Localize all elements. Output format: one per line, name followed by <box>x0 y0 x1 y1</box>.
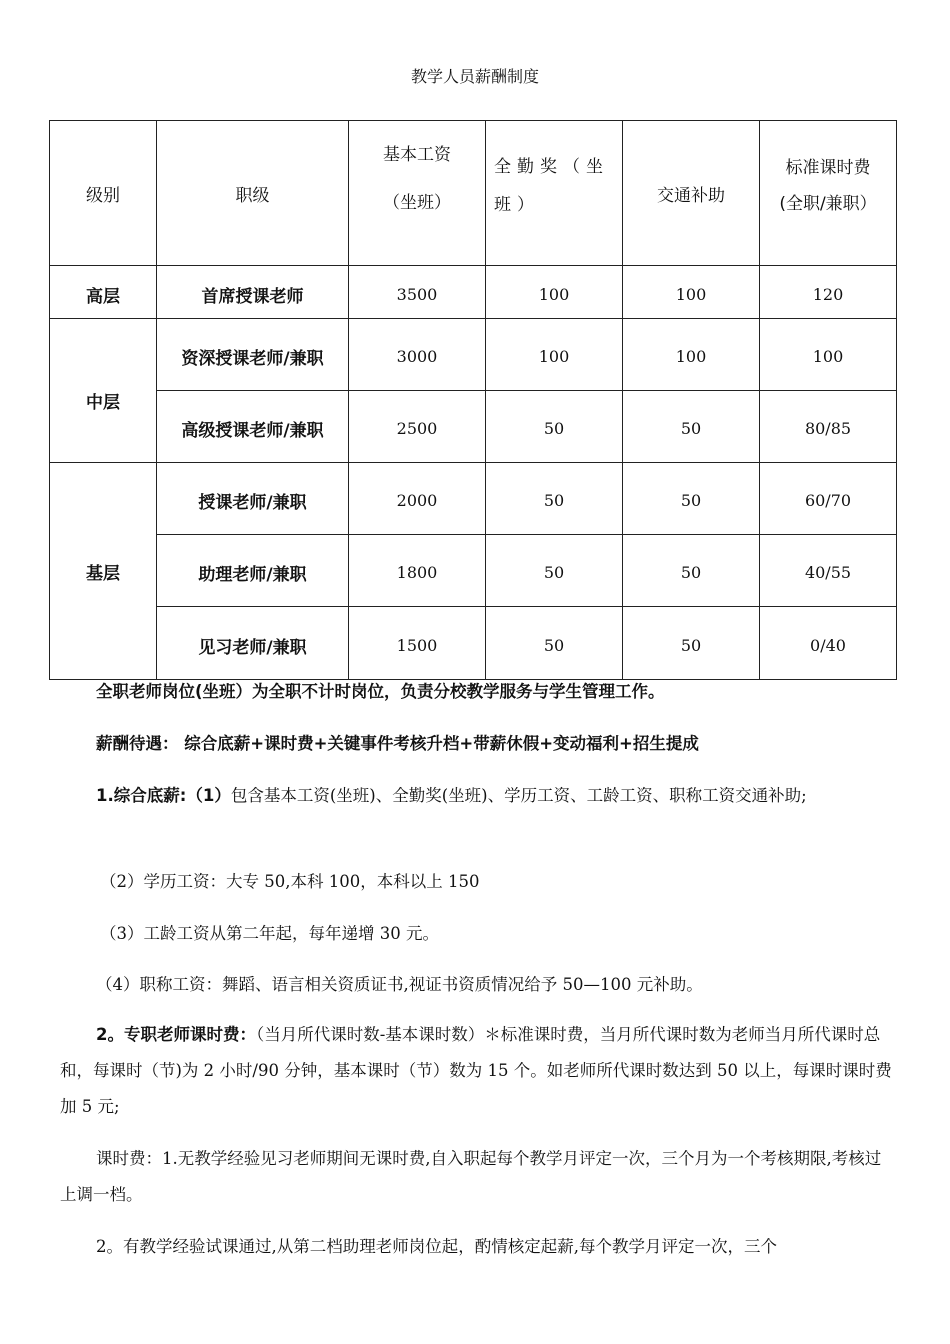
paragraph-seniority-wage: （3）工龄工资从第二年起，每年递增 30 元。 <box>100 924 439 943</box>
paragraph-course-fee-rule-1: 课时费：1.无教学经验见习老师期间无课时费,自入职起每个教学月评定一次，三个月为一个考核期限,考核过上调一档。 <box>60 1149 882 1204</box>
paragraph-fulltime-position: 全职老师岗位(坐班）为全职不计时岗位，负责分校教学服务与学生管理工作。 <box>96 682 665 701</box>
transport-cell: 50 <box>623 607 760 680</box>
attendance-cell: 50 <box>486 463 623 535</box>
std-fee-cell: 40/55 <box>760 535 897 607</box>
std-fee-cell: 80/85 <box>760 391 897 463</box>
paragraph-compensation: 薪酬待遇： 综合底薪+课时费+关键事件考核升档+带薪休假+变动福利+招生提成 <box>96 734 699 753</box>
table-row <box>50 319 897 391</box>
basic-cell: 1500 <box>349 607 486 680</box>
transport-cell: 50 <box>623 391 760 463</box>
rank-cell: 资深授课老师/兼职 <box>157 319 349 391</box>
paragraph-course-fee-rule-2: 2。有教学经验试课通过,从第二档助理老师岗位起，酌情核定起薪,每个教学月评定一次，三个 <box>96 1237 777 1256</box>
header-level: 级别 <box>50 121 157 266</box>
salary-table <box>49 120 897 680</box>
header-transport: 交通补助 <box>623 121 760 266</box>
paragraph-title-wage: （4）职称工资：舞蹈、语言相关资质证书,视证书资质情况给予 50—100 元补助。 <box>96 975 703 994</box>
table-row <box>50 463 897 535</box>
document-title: 教学人员薪酬制度 <box>410 67 539 86</box>
table-row <box>50 535 897 607</box>
std-fee-cell: 0/40 <box>760 607 897 680</box>
basic-cell: 2500 <box>349 391 486 463</box>
rank-cell: 授课老师/兼职 <box>157 463 349 535</box>
std-fee-cell: 60/70 <box>760 463 897 535</box>
rank-cell: 见习老师/兼职 <box>157 607 349 680</box>
rank-cell: 高级授课老师/兼职 <box>157 391 349 463</box>
attendance-cell: 50 <box>486 535 623 607</box>
base-salary-text: 包含基本工资(坐班)、全勤奖(坐班)、学历工资、工龄工资、职称工资交通补助; <box>230 786 807 805</box>
basic-cell: 3000 <box>349 319 486 391</box>
level-cell: 基层 <box>50 463 157 680</box>
paragraph-education-wage: （2）学历工资：大专 50,本科 100，本科以上 150 <box>100 872 480 891</box>
table-row <box>50 607 897 680</box>
rank-cell: 首席授课老师 <box>157 266 349 319</box>
transport-cell: 100 <box>623 266 760 319</box>
level-cell: 高层 <box>50 266 157 319</box>
rank-cell: 助理老师/兼职 <box>157 535 349 607</box>
table-row <box>50 266 897 319</box>
basic-cell: 1800 <box>349 535 486 607</box>
table-row <box>50 391 897 463</box>
paragraph-course-fee <box>60 1017 896 1125</box>
header-standard-fee: 标准课时费 (全职/兼职） <box>760 121 897 266</box>
course-fee-heading: 2。专职老师课时费： <box>96 1025 256 1044</box>
base-salary-heading: 1.综合底薪:（1） <box>96 786 231 805</box>
attendance-cell: 50 <box>486 607 623 680</box>
paragraph-base-salary <box>60 778 896 814</box>
level-cell: 中层 <box>50 319 157 463</box>
header-attendance-bonus: 全勤奖（坐 班） <box>486 121 623 266</box>
header-basic-salary: 基本工资 （坐班） <box>349 121 486 266</box>
table-header-row <box>50 121 897 266</box>
transport-cell: 50 <box>623 463 760 535</box>
attendance-cell: 100 <box>486 319 623 391</box>
transport-cell: 50 <box>623 535 760 607</box>
std-fee-cell: 120 <box>760 266 897 319</box>
header-rank: 职级 <box>157 121 349 266</box>
attendance-cell: 50 <box>486 391 623 463</box>
basic-cell: 2000 <box>349 463 486 535</box>
std-fee-cell: 100 <box>760 319 897 391</box>
transport-cell: 100 <box>623 319 760 391</box>
basic-cell: 3500 <box>349 266 486 319</box>
attendance-cell: 100 <box>486 266 623 319</box>
course-fee-text: （当月所代课时数-基本课时数）＊标准课时费，当月所代课时数为老师当月所代课时总和，每课时（节)为 2 小时/90 分钟，基本课时（节）数为 15 个。如老师所代课时数达到 50 以上，每课时课时费加 5 元; <box>60 1025 892 1116</box>
